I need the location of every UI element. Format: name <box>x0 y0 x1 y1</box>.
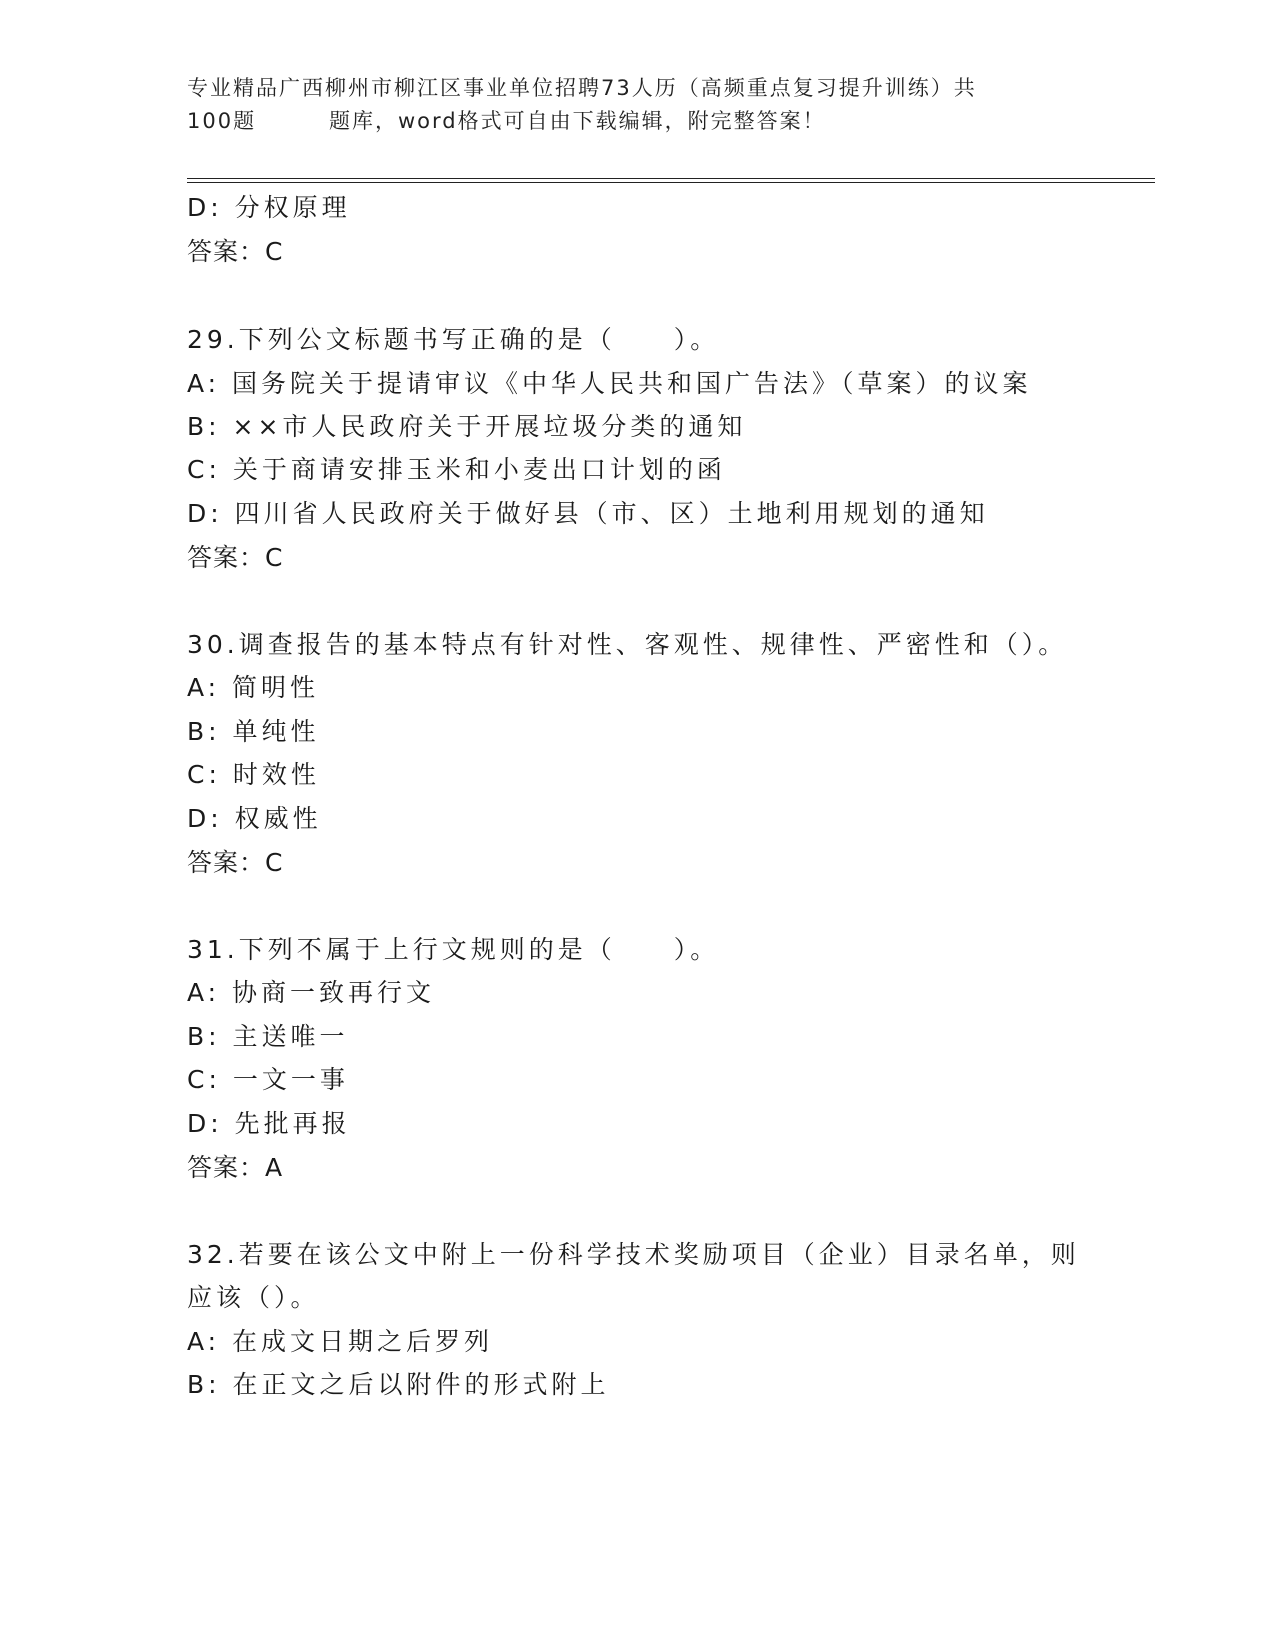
q31-question: 31.下列不属于上行文规则的是（ ）。 <box>187 935 720 964</box>
header-question-count: 100题 <box>187 109 257 133</box>
q31-answer: 答案：A <box>187 1153 284 1182</box>
q30-answer: 答案：C <box>187 848 284 877</box>
q29-option-c: C: 关于商请安排玉米和小麦出口计划的函 <box>187 455 726 484</box>
q32-option-a: A: 在成文日期之后罗列 <box>187 1327 494 1356</box>
q31-option-d: D: 先批再报 <box>187 1109 351 1138</box>
q31-option-a: A: 协商一致再行文 <box>187 978 436 1007</box>
q30-option-c: C: 时效性 <box>187 760 320 789</box>
q32-option-b: B: 在正文之后以附件的形式附上 <box>187 1370 610 1399</box>
q30-option-b: B: 单纯性 <box>187 717 320 746</box>
header-divider-bottom <box>187 182 1155 183</box>
header-title-line1: 专业精品广西柳州市柳江区事业单位招聘73人历（高频重点复习提升训练）共 <box>187 76 977 100</box>
q29-answer: 答案：C <box>187 543 284 572</box>
q32-question-line2: 应该（）。 <box>187 1283 320 1312</box>
header-title-line2 <box>187 105 1067 138</box>
header-description: 题库，word格式可自由下载编辑，附完整答案！ <box>329 109 826 133</box>
q32-question-line1: 32.若要在该公文中附上一份科学技术奖励项目（企业）目录名单，则 <box>187 1240 1080 1269</box>
q31-option-b: B: 主送唯一 <box>187 1022 349 1051</box>
document-header <box>187 72 1067 138</box>
q28-option-d: D: 分权原理 <box>187 193 351 222</box>
q31-option-c: C: 一文一事 <box>187 1065 349 1094</box>
q29-question: 29.下列公文标题书写正确的是（ ）。 <box>187 325 720 354</box>
q28-answer: 答案：C <box>187 237 284 266</box>
q30-option-a: A: 简明性 <box>187 673 320 702</box>
q29-option-a: A: 国务院关于提请审议《中华人民共和国广告法》（草案）的议案 <box>187 369 1032 398</box>
q30-question: 30.调查报告的基本特点有针对性、客观性、规律性、严密性和（）。 <box>187 630 1068 659</box>
q30-option-d: D: 权威性 <box>187 804 322 833</box>
q29-option-b: B: ××市人民政府关于开展垃圾分类的通知 <box>187 412 747 441</box>
q29-option-d: D: 四川省人民政府关于做好县（市、区）土地利用规划的通知 <box>187 499 989 528</box>
header-divider-top <box>187 178 1155 179</box>
